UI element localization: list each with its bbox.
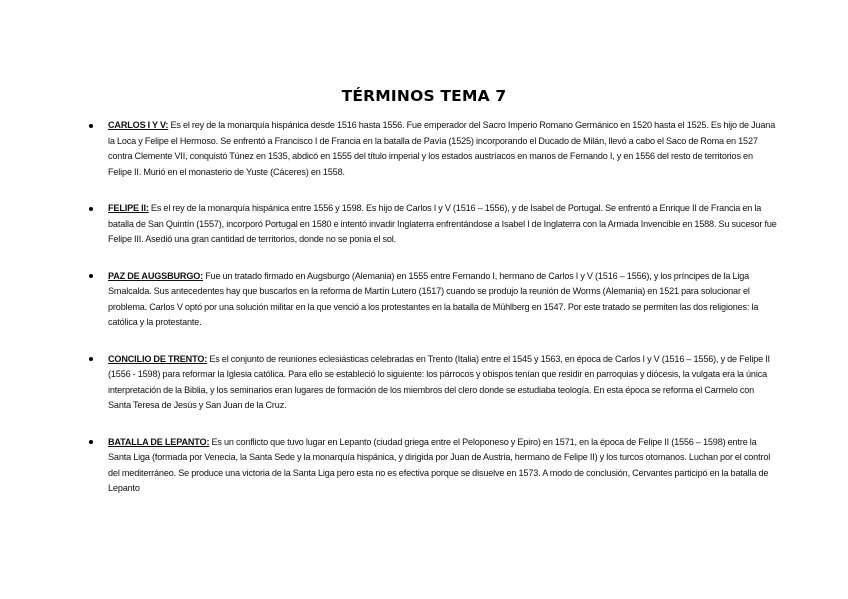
bullet-icon — [89, 440, 93, 444]
bullet-icon — [89, 124, 93, 128]
bullet-icon — [89, 207, 93, 211]
term-description: Es el conjunto de reuniones eclesiásticas celebradas en Trento (Italia) entre el 1545 y 1563, en época de Carlos I y V (1516 – 1556), y de Felipe II (1556 - 1598) para reformar la Iglesia católica. Para ello se estableció lo siguiente: los párrocos y obispos tenían que residir en parroquias y diócesis, la vulgata era la única interpretación de la Biblia, y los seminarios eran lugares de formación de los miembros del clero donde se estudiaba teología. En esta época se reforma el Carmelo con Santa Teresa de Jesús y San Juan de la Cruz. — [108, 353, 770, 410]
term-name: CONCILIO DE TRENTO: — [108, 353, 208, 364]
term-item-carlos — [89, 118, 777, 180]
term-item-felipe — [89, 201, 777, 248]
term-name: BATALLA DE LEPANTO: — [108, 436, 210, 447]
term-name: CARLOS I Y V: — [108, 120, 169, 130]
term-item-trento — [89, 352, 777, 414]
term-description: Es el rey de la monarquía hispánica entre 1556 y 1598. Es hijo de Carlos I y V (1516 – 1556), y de Isabel de Portugal. Se enfrentó a Enrique II de Francia en la batalla de San Quintín (1557), incorporó Portugal en 1580 e intentó invadir Inglaterra enfrentándose a Isabel I de Inglaterra con la Armada Invencible en 1588. Su sucesor fue Felipe III. Asedió una gran cantidad de territorios, donde no se ponía el sol. — [108, 203, 777, 244]
bullet-icon — [89, 357, 93, 361]
term-description: Es el rey de la monarquía hispánica desde 1516 hasta 1556. Fue emperador del Sacro Imperio Romano Germánico en 1520 hasta el 1525. Es hijo de Juana la Loca y Felipe el Hermoso. Se enfrentó a Francisco I de Francia en la batalla de Pavía (1525) incorporando el Ducado de Milán, llevó a cabo el Saco de Roma en 1527 contra Clemente VII, conquistó Túnez en 1535, abdicó en 1555 del título imperial y los estados austríacos en manos de Fernando I, y en 1556 del resto de territorios en Felipe II. Murió en el monasterio de Yuste (Cáceres) en 1558. — [108, 120, 776, 177]
term-item-augsburgo — [89, 269, 777, 331]
term-description: Fue un tratado firmado en Augsburgo (Alemania) en 1555 entre Fernando I, hermano de Carlos I y V (1516 – 1556), y los príncipes de la Liga Smalcalda. Sus antecedentes hay que buscarlos en la reforma de Martín Lutero (1517) cuando se produjo la reunión de Worms (Alemania) en 1521 para solucionar el problema. Carlos V optó por una solución militar en la que venció a los protestantes en la batalla de Mühlberg en 1547. Por este tratado se permiten las dos religiones: la católica y la protestante. — [108, 270, 759, 327]
term-item-lepanto — [89, 435, 777, 497]
term-description: Es un conflicto que tuvo lugar en Lepanto (ciudad griega entre el Peloponeso y Epiro) en 1571, en la época de Felipe II (1556 – 1598) entre la Santa Liga (formada por Venecia, la Santa Sede y la monarquía hispánica, y dirigida por Juan de Austria, hermano de Felipe II) y los turcos otomanos. Luchan por el control del mediterráneo. Se produce una victoria de la Santa Liga pero esta no es efectiva porque se disuelve en 1573. A modo de conclusión, Cervantes participó en la batalla de Lepanto — [108, 436, 771, 493]
document-title: TÉRMINOS TEMA 7 — [341, 87, 507, 105]
term-name: FELIPE II: — [108, 203, 149, 213]
terms-list — [89, 118, 777, 518]
bullet-icon — [89, 274, 93, 278]
term-name: PAZ DE AUGSBURGO: — [108, 270, 204, 281]
